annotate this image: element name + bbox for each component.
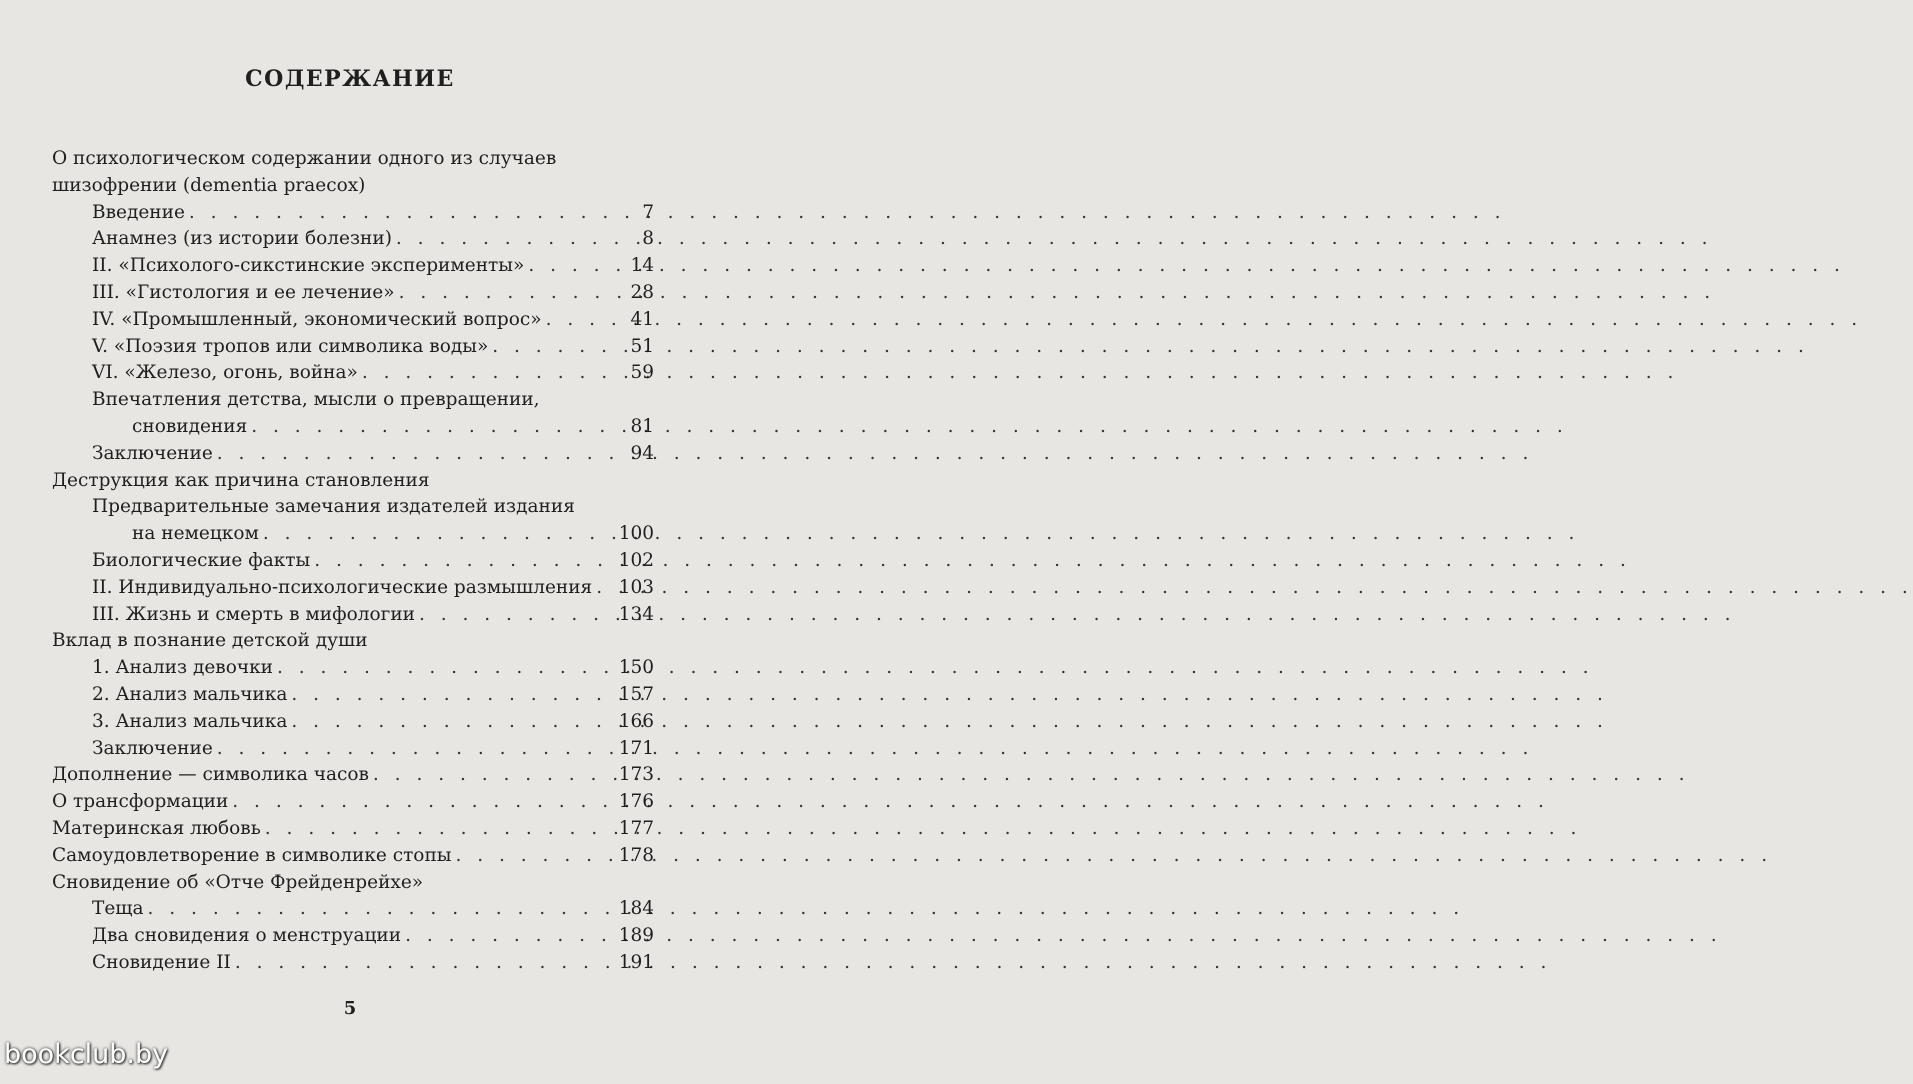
toc-entry [52, 550, 654, 577]
dot-leader [405, 925, 615, 946]
toc-entry-title: шизофрении (dementia praecox) [52, 174, 366, 196]
toc-entry [52, 496, 654, 523]
toc-entry-page: 28 [630, 281, 654, 303]
toc-entry-title: на немецком [132, 523, 259, 545]
toc-entry-title: Теща [92, 898, 144, 920]
toc-entry [52, 255, 654, 282]
toc-entry-title: О трансформации [52, 791, 229, 813]
toc-entry-title: Самоудовлетворение в символике стопы [52, 844, 452, 866]
toc-entry-title: IV. «Промышленный, экономический вопрос» [92, 308, 542, 330]
toc-entry [52, 791, 654, 818]
toc-entry-page: 171 [618, 737, 654, 759]
toc-entry-page: 7 [642, 201, 654, 223]
toc-entry [52, 282, 654, 309]
toc-entry [52, 604, 654, 631]
toc-entry-title: Введение [92, 201, 185, 223]
toc-entry-page: 166 [618, 710, 654, 732]
toc-entry-title: VI. «Железо, огонь, война» [92, 362, 358, 384]
toc-entry-title: III. «Гистология и ее лечение» [92, 281, 395, 303]
page-title: СОДЕРЖАНИЕ [245, 66, 455, 92]
dot-leader [291, 684, 614, 705]
toc-entry-title: II. Индивидуально-психологические размышления [92, 576, 593, 598]
toc-entry-title: Вклад в познание детской души [52, 630, 368, 652]
toc-entry-title: О психологическом содержании одного из случаев [52, 148, 557, 169]
toc-entry-title: V. «Поэзия тропов или символика воды» [92, 335, 489, 357]
toc-entry-page: 176 [618, 791, 654, 813]
dot-leader [232, 791, 614, 812]
toc-entry-title: Сновидение об «Отче Фрейденрейхе» [52, 871, 424, 893]
toc-entry-title: Анамнез (из истории болезни) [92, 228, 392, 250]
toc-entry-title: Сновидение II [92, 951, 231, 973]
toc-entry-title: 3. Анализ мальчика [92, 710, 288, 732]
toc-entry-title: Предварительные замечания издателей издания [92, 496, 575, 518]
dot-leader [277, 657, 615, 678]
dot-leader [456, 845, 615, 866]
dot-leader [148, 898, 615, 919]
toc-entry [52, 148, 654, 175]
dot-leader [362, 362, 627, 383]
toc-entry [52, 443, 654, 470]
toc-entry-page: 41 [630, 308, 654, 330]
toc-entry-page: 191 [618, 951, 654, 973]
toc-entry [52, 684, 654, 711]
toc-entry-title: 1. Анализ девочки [92, 657, 273, 679]
toc-entry-title: III. Жизнь и смерть в мифологии [92, 603, 415, 625]
toc-entry-page: 157 [618, 683, 654, 705]
toc-entry [52, 657, 654, 684]
dot-leader [217, 443, 627, 464]
toc-entry-page: 177 [618, 817, 654, 839]
toc-entry-title: сновидения [132, 415, 248, 437]
toc-entry [52, 309, 654, 336]
dot-leader [528, 255, 626, 276]
toc-entry [52, 845, 654, 872]
toc-entry-page: 94 [630, 442, 654, 464]
toc-entry-title: II. «Психолого-сикстинские эксперименты» [92, 255, 525, 277]
watermark: bookclub.by [4, 1039, 169, 1070]
toc-entry [52, 711, 654, 738]
toc-entry-page: 100 [618, 523, 654, 545]
toc-entry-page: 150 [618, 657, 654, 679]
toc-entry-page: 134 [618, 603, 654, 625]
dot-leader [217, 738, 615, 759]
toc-entry [52, 818, 654, 845]
dot-leader [314, 550, 614, 571]
toc-entry [52, 630, 654, 657]
dot-leader [291, 711, 614, 732]
dot-leader [596, 577, 614, 598]
toc-entry [52, 523, 654, 550]
toc-entry-title: Заключение [92, 737, 213, 759]
toc-entry [52, 952, 654, 979]
toc-entry [52, 202, 654, 229]
toc-entry-page: 81 [630, 415, 654, 437]
toc-entry [52, 336, 654, 363]
toc-entry [52, 362, 654, 389]
toc-entry-page: 184 [618, 898, 654, 920]
toc-entry-title: Дополнение — символика часов [52, 764, 369, 786]
toc-entry-title: Впечатления детства, мысли о превращении, [92, 389, 540, 411]
toc-entry-page: 8 [642, 228, 654, 250]
toc-entry-page: 59 [630, 362, 654, 384]
toc-entry [52, 577, 654, 604]
toc-entry [52, 228, 654, 255]
dot-leader [373, 764, 615, 785]
toc-entry-page: 51 [630, 335, 654, 357]
dot-leader [263, 523, 615, 544]
toc-entry-title: Биологические факты [92, 549, 311, 571]
toc-entry-title: Материнская любовь [52, 817, 261, 839]
dot-leader [189, 202, 638, 223]
toc-entry [52, 925, 654, 952]
dot-leader [251, 416, 626, 437]
dot-leader [419, 604, 615, 625]
toc-entry-title: 2. Анализ мальчика [92, 683, 288, 705]
toc-entry-page: 103 [618, 576, 654, 598]
toc-entry-title: Заключение [92, 442, 213, 464]
toc-entry-title: Деструкция как причина становления [52, 469, 430, 491]
toc-entry [52, 175, 654, 202]
page-number: 5 [343, 998, 357, 1019]
toc-entry [52, 872, 654, 899]
dot-leader [396, 228, 638, 249]
toc-entry [52, 764, 654, 791]
toc-entry [52, 470, 654, 497]
toc-entry [52, 416, 654, 443]
dot-leader [546, 309, 627, 330]
toc-entry-page: 178 [618, 844, 654, 866]
toc-entry [52, 389, 654, 416]
dot-leader [265, 818, 615, 839]
toc-entry-page: 14 [630, 255, 654, 277]
toc-entry-page: 173 [618, 764, 654, 786]
toc-entry-page: 189 [618, 925, 654, 947]
table-of-contents [52, 148, 654, 979]
toc-entry [52, 898, 654, 925]
toc-entry-title: Два сновидения о менструации [92, 925, 402, 947]
dot-leader [492, 336, 626, 357]
toc-entry [52, 738, 654, 765]
toc-entry-page: 102 [618, 549, 654, 571]
dot-leader [399, 282, 627, 303]
dot-leader [235, 952, 615, 973]
